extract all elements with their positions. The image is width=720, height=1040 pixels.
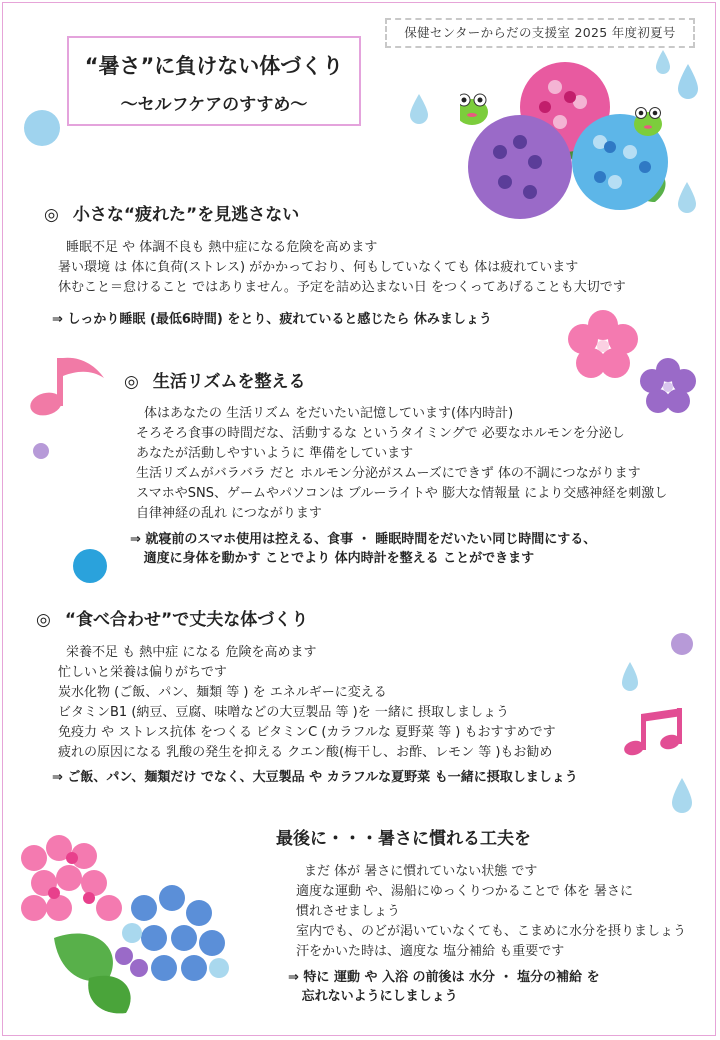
section-body	[58, 644, 556, 764]
section-body	[58, 238, 626, 298]
body-line: 自律神経の乱れ につながります	[136, 506, 322, 521]
hydrangea-with-frogs-illustration	[460, 52, 680, 222]
purple-dot-decoration	[670, 632, 694, 656]
body-line: そろそろ食事の時間だな、活動するな というタイミングで 必要なホルモンを分泌し	[136, 426, 625, 441]
body-line: 疲れの原因になる 乳酸の発生を抑える クエン酸(梅干し、お酢、レモン 等 )もお勧め	[58, 745, 553, 760]
raindrop-icon	[670, 776, 694, 816]
issue-label: 保健センターからだの支援室 2025 年度初夏号	[385, 18, 695, 48]
body-line: 睡眠不足 や 体調不良も 熱中症になる危険を高めます	[66, 240, 378, 255]
hydrangea-illustration	[14, 828, 244, 1018]
section-tip	[288, 968, 600, 1006]
body-line: 慣れさせましょう	[296, 904, 401, 919]
music-note-icon	[622, 706, 690, 762]
body-line: スマホやSNS、ゲームやパソコンは ブルーライトや 膨大な情報量 により交感神経を刺激し	[136, 486, 668, 501]
title-box	[67, 36, 361, 126]
body-line: 適度な運動 や、湯船にゆっくりつかることで 体を 暑さに	[296, 884, 634, 899]
section-title: 最後に・・・暑さに慣れる工夫を	[276, 829, 531, 849]
section-title: 生活リズムを整える	[152, 372, 306, 392]
tip-line: 忘れないようにしましょう	[288, 989, 458, 1004]
purple-dot-decoration	[32, 442, 50, 460]
section-body	[296, 862, 686, 962]
tip-line: ⇒ ご飯、パン、麺類だけ でなく、大豆製品 や カラフルな夏野菜 も一緒に摂取しましょう	[52, 770, 578, 785]
section-tip	[130, 530, 596, 568]
body-line: 炭水化物 (ご飯、パン、麺類 等 ) を エネルギーに変える	[58, 685, 387, 700]
body-line: 汗をかいた時は、適度な 塩分補給 も重要です	[296, 944, 565, 959]
section-heading	[124, 367, 306, 392]
tip-line: ⇒ 特に 運動 や 入浴 の前後は 水分 ・ 塩分の補給 を	[288, 970, 600, 985]
tip-line: ⇒ しっかり睡眠 (最低6時間) をとり、疲れていると感じたら 休みましょう	[52, 312, 492, 327]
body-line: 栄養不足 も 熱中症 になる 危険を高めます	[66, 645, 317, 660]
section-tip	[52, 310, 492, 329]
music-note-icon	[26, 348, 110, 422]
body-line: 室内でも、のどが渇いていなくても、こまめに水分を摂りましょう	[296, 924, 687, 939]
tip-line: 適度に身体を動かす ことでより 体内時計を整える ことができます	[130, 551, 535, 566]
section-body	[136, 404, 667, 524]
section-title: 小さな“疲れた”を見逃さない	[72, 205, 300, 225]
section-title: “食べ合わせ”で丈夫な体づくり	[64, 610, 309, 630]
section-heading	[36, 605, 308, 630]
blue-dot-decoration	[72, 548, 108, 584]
body-line: 忙しいと栄養は偏りがちです	[58, 665, 227, 680]
section-heading	[44, 200, 299, 225]
body-line: 暑い環境 は 体に負荷(ストレス) がかかっており、何もしていなくても 体は疲れています	[58, 260, 579, 275]
blue-dot-decoration	[22, 108, 62, 148]
body-line: ビタミンB1 (納豆、豆腐、味噌などの大豆製品 等 )を 一緒に 摂取しましょう	[58, 705, 509, 720]
body-line: 生活リズムがバラバラ だと ホルモン分泌がスムーズにできず 体の不調につながります	[136, 466, 641, 481]
tip-line: ⇒ 就寝前のスマホ使用は控える、食事 ・ 睡眠時間をだいたい同じ時間にする、	[130, 532, 597, 547]
section-mark: ◎	[44, 205, 59, 225]
flower-icon	[566, 308, 640, 382]
page-title: “暑さ”に負けない体づくり	[84, 54, 344, 78]
section-mark: ◎	[124, 372, 139, 392]
raindrop-icon	[408, 92, 430, 124]
section-mark: ◎	[36, 610, 51, 630]
raindrop-icon	[620, 660, 640, 694]
body-line: 体はあなたの 生活リズム をだいたい記憶しています(体内時計)	[144, 406, 514, 421]
body-line: まだ 体が 暑さに慣れていない状態 です	[304, 864, 538, 879]
body-line: あなたが活動しやすいように 準備をしています	[136, 446, 414, 461]
section-tip	[52, 768, 578, 787]
section-heading	[276, 824, 531, 849]
body-line: 免疫力 や ストレス抗体 をつくる ビタミンC (カラフルな 夏野菜 等 ) もおすすめです	[58, 725, 556, 740]
body-line: 休むこと＝怠けること ではありません。予定を詰め込まない日 をつくってあげることも大切です	[58, 280, 626, 295]
page-subtitle: ～セルフケアのすすめ～	[120, 95, 308, 115]
